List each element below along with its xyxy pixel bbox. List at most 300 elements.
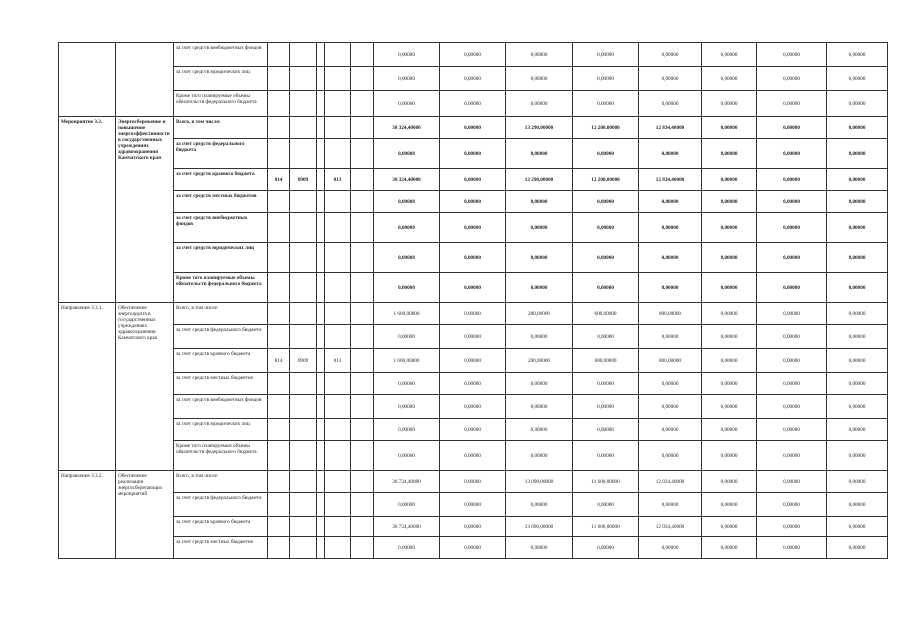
section-code-cell: 0909	[290, 169, 317, 191]
empty-code-cell	[351, 139, 374, 169]
section-code-cell	[290, 139, 317, 169]
amount-cell: 11 600,00000	[573, 517, 639, 537]
grbs-code-cell	[268, 91, 290, 117]
amount-cell: 1 600,00000	[374, 303, 440, 325]
amount-cell: 0,00000	[757, 395, 827, 419]
amount-cell: 0,00000	[573, 43, 639, 67]
amount-cell: 0,00000	[440, 493, 506, 517]
subsection-code-cell	[317, 243, 325, 273]
section-code-cell	[290, 373, 317, 395]
amount-cell: 0,00000	[827, 43, 888, 67]
empty-code-cell	[351, 273, 374, 303]
subsection-code-cell	[317, 395, 325, 419]
amount-cell: 0,00000	[757, 517, 827, 537]
amount-cell: 12 834,40000	[639, 117, 702, 139]
funding-source-cell: за счет средств краевого бюджета	[174, 517, 268, 537]
amount-cell: 800,00000	[639, 349, 702, 373]
target-code-cell: 013	[325, 169, 351, 191]
table-row	[59, 441, 888, 471]
amount-cell: 0,00000	[639, 243, 702, 273]
amount-cell: 0,00000	[702, 91, 757, 117]
amount-cell: 0,00000	[827, 395, 888, 419]
amount-cell: 0,00000	[827, 493, 888, 517]
amount-cell: 0,00000	[506, 419, 573, 441]
amount-cell: 0,00000	[573, 493, 639, 517]
funding-source-cell: за счет средств краевого бюджета	[174, 169, 268, 191]
amount-cell: 0,00000	[506, 395, 573, 419]
amount-cell: 0,00000	[702, 373, 757, 395]
amount-cell: 0,00000	[573, 373, 639, 395]
subsection-code-cell	[317, 43, 325, 67]
section-code-cell	[290, 325, 317, 349]
amount-cell: 0,00000	[702, 537, 757, 559]
table-row	[59, 325, 888, 349]
amount-cell: 0,00000	[757, 373, 827, 395]
amount-cell: 0,00000	[440, 67, 506, 91]
target-code-cell	[325, 419, 351, 441]
funding-source-cell: за счет средств юридических лиц	[174, 243, 268, 273]
amount-cell: 0,00000	[440, 441, 506, 471]
amount-cell: 0,00000	[440, 243, 506, 273]
empty-code-cell	[351, 213, 374, 243]
amount-cell: 0,00000	[702, 67, 757, 91]
amount-cell: 0,00000	[506, 91, 573, 117]
amount-cell: 36 724,40000	[374, 517, 440, 537]
amount-cell: 0,00000	[639, 419, 702, 441]
amount-cell: 0,00000	[757, 273, 827, 303]
amount-cell: 600,00000	[573, 349, 639, 373]
measure-cell: Направление 3.3.1.	[59, 303, 116, 471]
amount-cell: 0,00000	[757, 303, 827, 325]
funding-source-cell: за счет средств краевого бюджета	[174, 349, 268, 373]
funding-source-cell: Кроме того планируемые объемы обязательств федерального бюджета	[174, 441, 268, 471]
subsection-code-cell	[317, 493, 325, 517]
amount-cell: 0,00000	[702, 471, 757, 493]
section-code-cell	[290, 419, 317, 441]
amount-cell: 0,00000	[506, 213, 573, 243]
grbs-code-cell	[268, 373, 290, 395]
amount-cell: 0,00000	[702, 191, 757, 213]
amount-cell: 0,00000	[639, 441, 702, 471]
section-code-cell	[290, 493, 317, 517]
measure-name-cell: Обеспечение энергоаудита в государственных учреждениях здравоохранения Камчатского края	[116, 303, 174, 471]
subsection-code-cell	[317, 441, 325, 471]
amount-cell: 0,00000	[827, 169, 888, 191]
amount-cell: 0,00000	[440, 91, 506, 117]
amount-cell: 0,00000	[374, 373, 440, 395]
subsection-code-cell	[317, 91, 325, 117]
amount-cell: 0,00000	[757, 213, 827, 243]
funding-source-cell: за счет средств федерального бюджета	[174, 493, 268, 517]
amount-cell: 0,00000	[374, 43, 440, 67]
grbs-code-cell	[268, 493, 290, 517]
target-code-cell	[325, 441, 351, 471]
amount-cell: 13 290,00000	[506, 169, 573, 191]
amount-cell: 0,00000	[702, 325, 757, 349]
table-row	[59, 91, 888, 117]
funding-source-cell: за счет средств внебюджетных фондов	[174, 395, 268, 419]
amount-cell: 0,00000	[757, 471, 827, 493]
amount-cell: 0,00000	[827, 91, 888, 117]
target-code-cell	[325, 325, 351, 349]
empty-code-cell	[351, 349, 374, 373]
grbs-code-cell	[268, 395, 290, 419]
amount-cell: 0,00000	[702, 169, 757, 191]
subsection-code-cell	[317, 191, 325, 213]
amount-cell: 0,00000	[827, 139, 888, 169]
section-code-cell	[290, 191, 317, 213]
amount-cell: 800,00000	[639, 303, 702, 325]
table-row	[59, 517, 888, 537]
amount-cell: 12 034,40000	[639, 471, 702, 493]
amount-cell: 0,00000	[573, 537, 639, 559]
amount-cell: 0,00000	[573, 139, 639, 169]
measure-name-cell: Энергосбережение и повышение энергоэффективности в государственных учреждениях здравоохранения Камчатского края	[116, 117, 174, 303]
amount-cell: 0,00000	[440, 303, 506, 325]
amount-cell: 0,00000	[827, 117, 888, 139]
amount-cell: 0,00000	[639, 91, 702, 117]
amount-cell: 0,00000	[827, 537, 888, 559]
amount-cell: 0,00000	[757, 67, 827, 91]
table-row	[59, 349, 888, 373]
amount-cell: 0,00000	[440, 373, 506, 395]
amount-cell: 0,00000	[827, 191, 888, 213]
funding-source-cell: Всего, в том числе:	[174, 471, 268, 493]
target-code-cell	[325, 303, 351, 325]
amount-cell: 0,00000	[506, 325, 573, 349]
empty-code-cell	[351, 191, 374, 213]
amount-cell: 0,00000	[757, 43, 827, 67]
section-code-cell	[290, 471, 317, 493]
empty-code-cell	[351, 67, 374, 91]
funding-source-cell: за счет средств внебюджетных фондов	[174, 213, 268, 243]
table-row	[59, 191, 888, 213]
target-code-cell	[325, 91, 351, 117]
table-row	[59, 169, 888, 191]
amount-cell: 0,00000	[827, 471, 888, 493]
subsection-code-cell	[317, 303, 325, 325]
amount-cell: 0,00000	[440, 349, 506, 373]
amount-cell: 0,00000	[506, 43, 573, 67]
target-code-cell	[325, 67, 351, 91]
amount-cell: 38 324,40000	[374, 117, 440, 139]
amount-cell: 0,00000	[506, 67, 573, 91]
amount-cell: 0,00000	[374, 243, 440, 273]
measure-name-cell	[116, 43, 174, 117]
table-row	[59, 471, 888, 493]
amount-cell: 0,00000	[702, 303, 757, 325]
amount-cell: 0,00000	[757, 117, 827, 139]
amount-cell: 0,00000	[757, 419, 827, 441]
target-code-cell	[325, 117, 351, 139]
funding-source-cell: за счет средств местных бюджетов	[174, 191, 268, 213]
amount-cell: 0,00000	[702, 273, 757, 303]
amount-cell: 0,00000	[374, 191, 440, 213]
empty-code-cell	[351, 169, 374, 191]
funding-source-cell: за счет средств внебюджетных фондов	[174, 43, 268, 67]
subsection-code-cell	[317, 213, 325, 243]
funding-source-cell: Всего, в том числе:	[174, 117, 268, 139]
amount-cell: 0,00000	[702, 517, 757, 537]
subsection-code-cell	[317, 273, 325, 303]
amount-cell: 0,00000	[639, 493, 702, 517]
amount-cell: 0,00000	[440, 43, 506, 67]
measure-cell	[59, 43, 116, 117]
amount-cell: 0,00000	[702, 139, 757, 169]
target-code-cell	[325, 273, 351, 303]
amount-cell: 0,00000	[440, 325, 506, 349]
empty-code-cell	[351, 493, 374, 517]
amount-cell: 0,00000	[827, 441, 888, 471]
target-code-cell	[325, 517, 351, 537]
funding-source-cell: за счет средств юридических лиц	[174, 419, 268, 441]
empty-code-cell	[351, 395, 374, 419]
section-code-cell	[290, 117, 317, 139]
empty-code-cell	[351, 471, 374, 493]
grbs-code-cell	[268, 273, 290, 303]
amount-cell: 0,00000	[573, 273, 639, 303]
target-code-cell	[325, 243, 351, 273]
grbs-code-cell	[268, 303, 290, 325]
amount-cell: 0,00000	[639, 373, 702, 395]
subsection-code-cell	[317, 139, 325, 169]
grbs-code-cell	[268, 441, 290, 471]
table-row	[59, 395, 888, 419]
amount-cell: 0,00000	[827, 373, 888, 395]
amount-cell: 0,00000	[506, 537, 573, 559]
amount-cell: 200,00000	[506, 303, 573, 325]
amount-cell: 0,00000	[374, 537, 440, 559]
grbs-code-cell	[268, 325, 290, 349]
amount-cell: 0,00000	[573, 67, 639, 91]
section-code-cell	[290, 43, 317, 67]
amount-cell: 0,00000	[757, 191, 827, 213]
amount-cell: 0,00000	[506, 493, 573, 517]
amount-cell: 0,00000	[440, 273, 506, 303]
amount-cell: 0,00000	[506, 373, 573, 395]
amount-cell: 0,00000	[639, 43, 702, 67]
amount-cell: 0,00000	[374, 213, 440, 243]
empty-code-cell	[351, 419, 374, 441]
amount-cell: 0,00000	[374, 273, 440, 303]
amount-cell: 0,00000	[702, 117, 757, 139]
table-row	[59, 537, 888, 559]
amount-cell: 12 034,40000	[639, 517, 702, 537]
target-code-cell	[325, 373, 351, 395]
amount-cell: 0,00000	[702, 43, 757, 67]
amount-cell: 0,00000	[440, 117, 506, 139]
measure-name-cell: Обеспечение реализации энергосберегающих мероприятий	[116, 471, 174, 559]
amount-cell: 0,00000	[573, 243, 639, 273]
amount-cell: 0,00000	[374, 139, 440, 169]
amount-cell: 0,00000	[374, 91, 440, 117]
amount-cell: 11 600,00000	[573, 471, 639, 493]
subsection-code-cell	[317, 67, 325, 91]
table-body	[59, 43, 888, 559]
amount-cell: 0,00000	[757, 243, 827, 273]
section-code-cell	[290, 395, 317, 419]
amount-cell: 0,00000	[573, 419, 639, 441]
amount-cell: 0,00000	[702, 493, 757, 517]
grbs-code-cell: 814	[268, 169, 290, 191]
amount-cell: 0,00000	[374, 419, 440, 441]
amount-cell: 0,00000	[440, 169, 506, 191]
amount-cell: 0,00000	[639, 395, 702, 419]
table-row	[59, 273, 888, 303]
table-row	[59, 117, 888, 139]
budget-table	[58, 42, 888, 559]
subsection-code-cell	[317, 117, 325, 139]
grbs-code-cell	[268, 191, 290, 213]
amount-cell: 13 290,00000	[506, 117, 573, 139]
target-code-cell	[325, 191, 351, 213]
amount-cell: 0,00000	[440, 419, 506, 441]
target-code-cell	[325, 43, 351, 67]
target-code-cell	[325, 213, 351, 243]
table-row	[59, 139, 888, 169]
amount-cell: 0,00000	[757, 91, 827, 117]
amount-cell: 0,00000	[757, 349, 827, 373]
section-code-cell	[290, 303, 317, 325]
subsection-code-cell	[317, 471, 325, 493]
table-row	[59, 419, 888, 441]
empty-code-cell	[351, 91, 374, 117]
funding-source-cell: Кроме того планируемые объемы обязательств федерального бюджета	[174, 91, 268, 117]
amount-cell: 12 200,00000	[573, 117, 639, 139]
amount-cell: 0,00000	[639, 139, 702, 169]
empty-code-cell	[351, 303, 374, 325]
amount-cell: 0,00000	[440, 517, 506, 537]
grbs-code-cell	[268, 243, 290, 273]
amount-cell: 0,00000	[702, 395, 757, 419]
funding-source-cell: за счет средств местных бюджетов	[174, 373, 268, 395]
amount-cell: 0,00000	[827, 303, 888, 325]
grbs-code-cell	[268, 67, 290, 91]
target-code-cell: 013	[325, 349, 351, 373]
amount-cell: 0,00000	[702, 213, 757, 243]
amount-cell: 0,00000	[757, 169, 827, 191]
amount-cell: 13 090,00000	[506, 517, 573, 537]
subsection-code-cell	[317, 537, 325, 559]
amount-cell: 0,00000	[827, 517, 888, 537]
amount-cell: 0,00000	[374, 395, 440, 419]
grbs-code-cell	[268, 117, 290, 139]
measure-cell: Направление 3.3.2.	[59, 471, 116, 559]
empty-code-cell	[351, 117, 374, 139]
grbs-code-cell	[268, 43, 290, 67]
amount-cell: 0,00000	[573, 395, 639, 419]
amount-cell: 0,00000	[757, 139, 827, 169]
amount-cell: 0,00000	[757, 441, 827, 471]
amount-cell: 0,00000	[573, 325, 639, 349]
amount-cell: 0,00000	[440, 213, 506, 243]
table-row	[59, 43, 888, 67]
subsection-code-cell	[317, 349, 325, 373]
section-code-cell	[290, 517, 317, 537]
amount-cell: 0,00000	[702, 349, 757, 373]
subsection-code-cell	[317, 517, 325, 537]
amount-cell: 1 600,00000	[374, 349, 440, 373]
grbs-code-cell	[268, 537, 290, 559]
empty-code-cell	[351, 243, 374, 273]
empty-code-cell	[351, 325, 374, 349]
amount-cell: 0,00000	[573, 91, 639, 117]
section-code-cell: 0909	[290, 349, 317, 373]
table-row	[59, 67, 888, 91]
grbs-code-cell	[268, 213, 290, 243]
funding-source-cell: за счет средств местных бюджетов	[174, 537, 268, 559]
amount-cell: 38 324,40000	[374, 169, 440, 191]
amount-cell: 0,00000	[702, 419, 757, 441]
amount-cell: 0,00000	[440, 191, 506, 213]
amount-cell: 0,00000	[827, 273, 888, 303]
subsection-code-cell	[317, 373, 325, 395]
target-code-cell	[325, 395, 351, 419]
target-code-cell	[325, 139, 351, 169]
amount-cell: 0,00000	[573, 213, 639, 243]
amount-cell: 0,00000	[506, 441, 573, 471]
amount-cell: 0,00000	[374, 493, 440, 517]
amount-cell: 0,00000	[440, 395, 506, 419]
amount-cell: 0,00000	[374, 441, 440, 471]
amount-cell: 0,00000	[506, 243, 573, 273]
section-code-cell	[290, 213, 317, 243]
amount-cell: 12 834,40000	[639, 169, 702, 191]
section-code-cell	[290, 67, 317, 91]
amount-cell: 0,00000	[506, 191, 573, 213]
table-row	[59, 243, 888, 273]
funding-source-cell: Всего, в том числе:	[174, 303, 268, 325]
measure-cell: Мероприятие 3.3.	[59, 117, 116, 303]
target-code-cell	[325, 493, 351, 517]
funding-source-cell: за счет средств федерального бюджета	[174, 325, 268, 349]
amount-cell: 0,00000	[639, 325, 702, 349]
funding-source-cell: Кроме того планируемые объемы обязательств федерального бюджета	[174, 273, 268, 303]
section-code-cell	[290, 273, 317, 303]
empty-code-cell	[351, 373, 374, 395]
amount-cell: 0,00000	[639, 537, 702, 559]
grbs-code-cell	[268, 471, 290, 493]
amount-cell: 13 090,00000	[506, 471, 573, 493]
amount-cell: 0,00000	[440, 139, 506, 169]
table-row	[59, 493, 888, 517]
subsection-code-cell	[317, 419, 325, 441]
amount-cell: 0,00000	[506, 273, 573, 303]
funding-source-cell: за счет средств юридических лиц	[174, 67, 268, 91]
subsection-code-cell	[317, 169, 325, 191]
amount-cell: 0,00000	[440, 471, 506, 493]
section-code-cell	[290, 441, 317, 471]
amount-cell: 0,00000	[573, 441, 639, 471]
empty-code-cell	[351, 43, 374, 67]
grbs-code-cell: 814	[268, 349, 290, 373]
amount-cell: 0,00000	[702, 441, 757, 471]
amount-cell: 36 724,40000	[374, 471, 440, 493]
amount-cell: 0,00000	[827, 325, 888, 349]
subsection-code-cell	[317, 325, 325, 349]
funding-source-cell: за счет средств федерального бюджета	[174, 139, 268, 169]
empty-code-cell	[351, 537, 374, 559]
empty-code-cell	[351, 517, 374, 537]
section-code-cell	[290, 91, 317, 117]
amount-cell: 0,00000	[639, 213, 702, 243]
amount-cell: 0,00000	[374, 67, 440, 91]
amount-cell: 600,00000	[573, 303, 639, 325]
empty-code-cell	[351, 441, 374, 471]
amount-cell: 0,00000	[827, 349, 888, 373]
amount-cell: 0,00000	[827, 213, 888, 243]
amount-cell: 0,00000	[702, 243, 757, 273]
